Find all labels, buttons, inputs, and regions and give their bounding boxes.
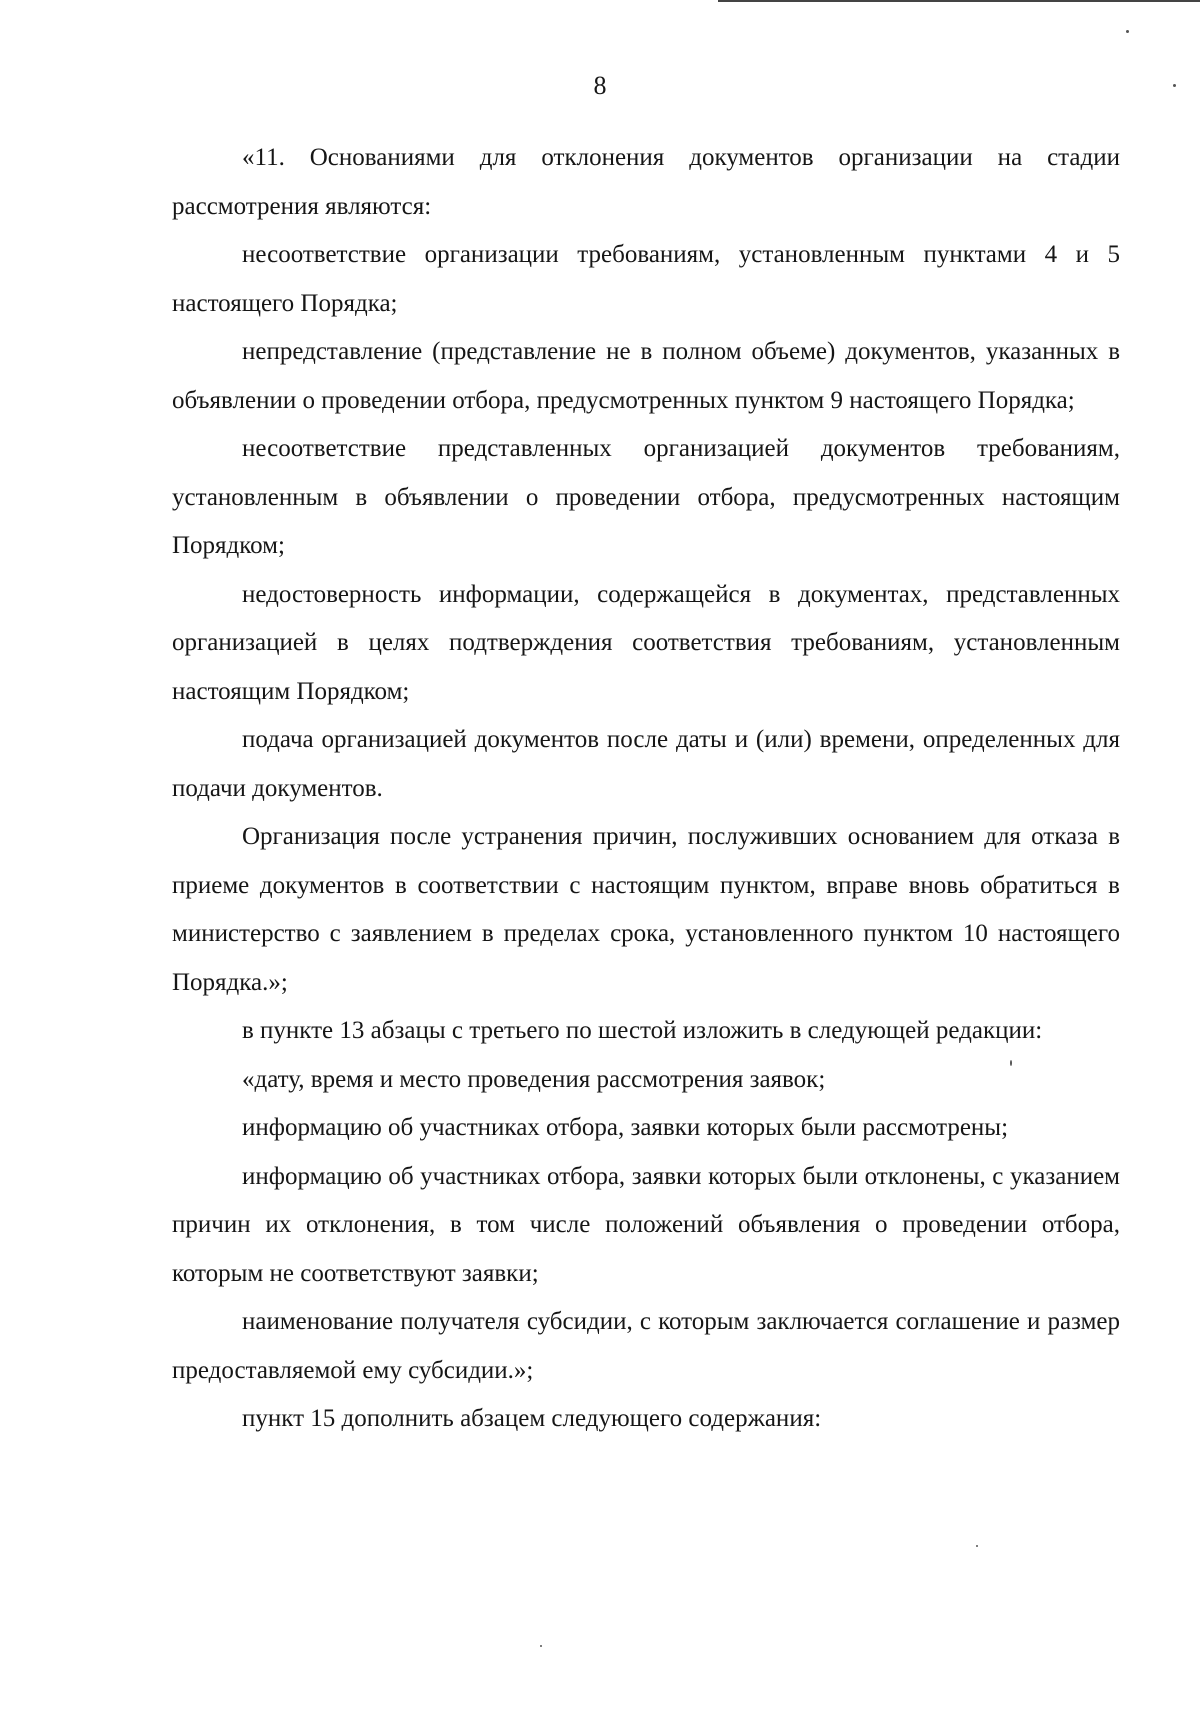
paragraph-date-time-place: «дату, время и место проведения рассмотрения заявок; (242, 1065, 826, 1093)
paragraph-noncompliance-organization: несоответствие организации требованиям, установленным пунктами 4 и 5 настоящего Порядка; (172, 241, 1120, 317)
scan-speck (1126, 30, 1129, 33)
paragraph-nonsubmission-documents: непредставление (представление не в полном объеме) документов, указанных в объявлении о проведении отбора, предусмотренных пунктом 9 настоящего Порядка; (172, 338, 1120, 414)
top-edge-line (718, 0, 1200, 2)
page-number: 8 (593, 71, 607, 100)
scan-speck (1173, 84, 1176, 87)
paragraph-rejected-participants: информацию об участниках отбора, заявки которых были отклонены, с указанием причин их отклонения, в том числе положений объявления о проведении отбора, которым не соответствуют заявки; (172, 1162, 1120, 1287)
paragraph-subsidy-recipient: наименование получателя субсидии, с которым заключается соглашение и размер предоставляемой ему субсидии.»; (172, 1308, 1120, 1384)
paragraph-noncompliance-documents: несоответствие представленных организацией документов требованиям, установленным в объявлении о проведении отбора, предусмотренных настоящим Порядком; (172, 435, 1120, 559)
paragraph-unreliable-information: недостоверность информации, содержащейся в документах, представленных организацией в целях подтверждения соответствия требованиям, установленным настоящим Порядком; (172, 580, 1120, 705)
paragraph-late-submission: подача организацией документов после даты и (или) времени, определенных для подачи документов. (172, 726, 1120, 802)
paragraph-item-13-amendment: в пункте 13 абзацы с третьего по шестой изложить в следующей редакции: (242, 1017, 1043, 1044)
document-body (172, 134, 1120, 1444)
paragraph-resubmission-right: Организация после устранения причин, послуживших основанием для отказа в приеме документов в соответствии с настоящим пунктом, вправе вновь обратиться в министерство с заявлением в пределах срока, установленного пунктом 10 настоящего Порядка.»; (172, 823, 1120, 996)
paragraph-item-15-addition: пункт 15 дополнить абзацем следующего содержания: (242, 1405, 822, 1432)
paragraph-reviewed-participants: информацию об участниках отбора, заявки которых были рассмотрены; (242, 1114, 1009, 1141)
scan-speck (976, 1545, 978, 1547)
scan-speck (540, 1645, 542, 1647)
scan-speck (1010, 1060, 1012, 1066)
paragraph-grounds-for-rejection: «11. Основаниями для отклонения документов организации на стадии рассмотрения являются: (172, 144, 1120, 220)
